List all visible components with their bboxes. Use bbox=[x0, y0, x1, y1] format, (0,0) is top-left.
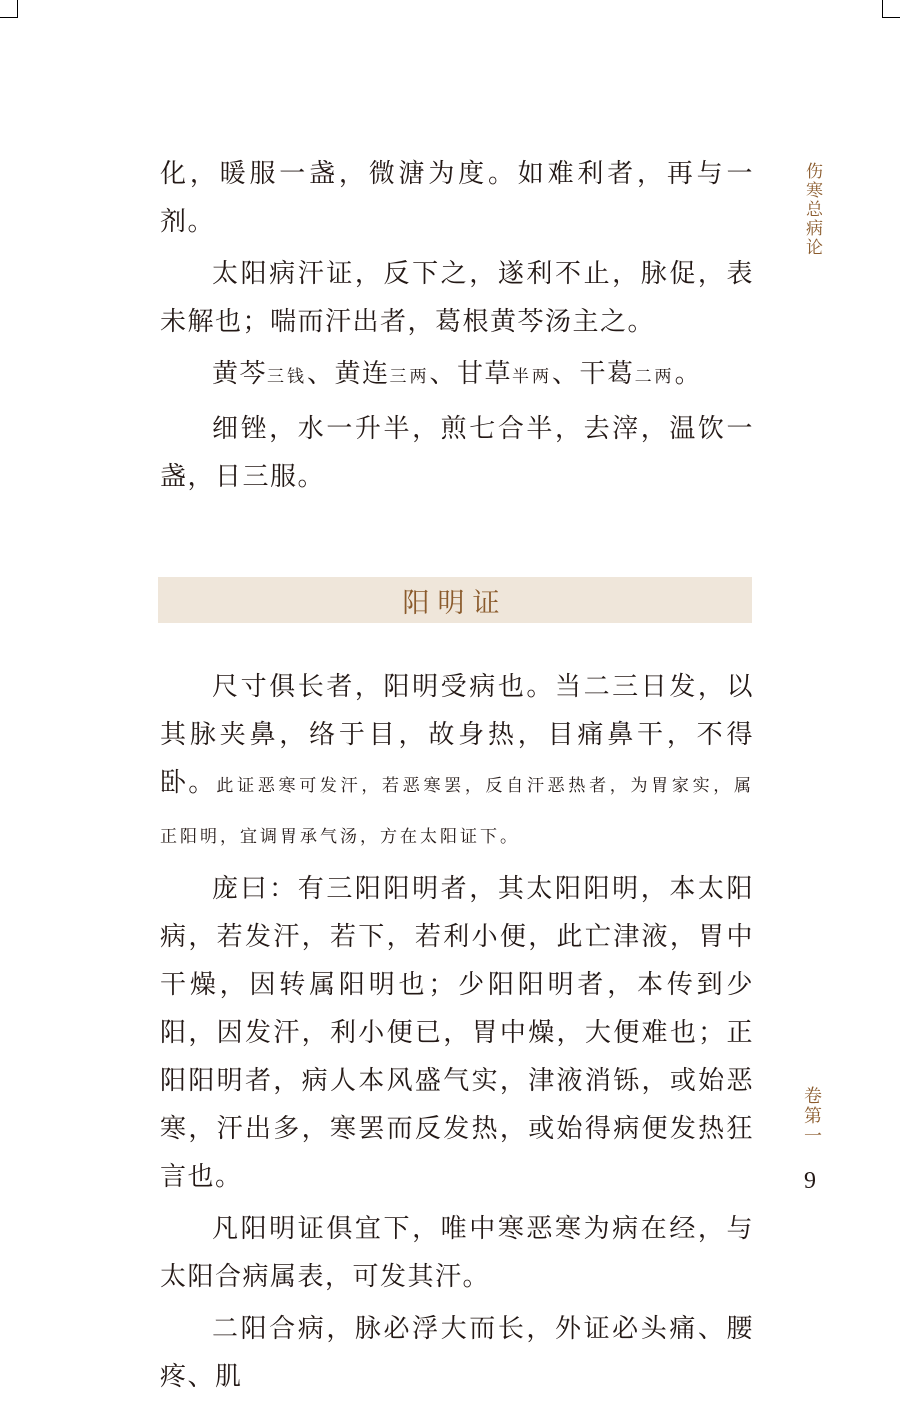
herb-name: 、黄连 bbox=[307, 359, 390, 389]
paragraph: 二阳合病，脉必浮大而长，外证必头痛、腰疼、肌 bbox=[160, 1314, 754, 1392]
herb-dose: 半两 bbox=[512, 367, 553, 387]
prescription-line bbox=[160, 350, 754, 401]
herb-dose: 三两 bbox=[389, 367, 430, 387]
paragraph: 化，暖服一盏，微溏为度。如难利者，再与一剂。 bbox=[160, 159, 754, 237]
paragraph: 庞曰：有三阳阳明者，其太阳阳明，本太阳病，若发汗，若下，若利小便，此亡津液，胃中干燥，因转属阳明也；少阳阳明者，本传到少阳，因发汗，利小便已，胃中燥，大便难也；正阳阳明者，病人本风盛气实，津液消铄，或始恶寒，汗出多，寒罢而反发热，或始得病便发热狂言也。 bbox=[160, 874, 754, 1192]
herb-dose: 三钱 bbox=[267, 367, 308, 387]
paragraph: 凡阳明证俱宜下，唯中寒恶寒为病在经，与太阳合病属表，可发其汗。 bbox=[160, 1214, 754, 1292]
crop-mark bbox=[17, 0, 18, 18]
paragraph: 细锉，水一升半，煎七合半，去滓，温饮一盏，日三服。 bbox=[160, 414, 754, 492]
main-text: 尺寸俱长者，阳明受病也。当二三日发，以其脉夹鼻，络于目，故身热，目痛鼻干，不得卧。 bbox=[160, 672, 754, 798]
page-number: 9 bbox=[804, 1168, 816, 1194]
page-body bbox=[160, 150, 754, 1405]
crop-mark bbox=[882, 17, 900, 18]
running-header-volume: 卷第一 bbox=[801, 1086, 822, 1146]
annotation: 此证恶寒可发汗，若恶寒罢，反自汗恶热者，为胃家实，属正阳明，宜调胃承气汤，方在太阳证下。 bbox=[160, 776, 754, 847]
section-heading: 阳明证 bbox=[158, 577, 752, 623]
punctuation: 。 bbox=[674, 359, 703, 389]
crop-mark bbox=[882, 0, 883, 18]
running-header-title: 伤寒总病论 bbox=[802, 162, 822, 257]
herb-dose: 二两 bbox=[634, 367, 675, 387]
paragraph bbox=[160, 663, 754, 861]
crop-mark bbox=[0, 17, 18, 18]
paragraph: 太阳病汗证，反下之，遂利不止，脉促，表未解也；喘而汗出者，葛根黄芩汤主之。 bbox=[160, 259, 754, 337]
herb-name: 黄芩 bbox=[212, 359, 268, 389]
herb-name: 、干葛 bbox=[552, 359, 635, 389]
herb-name: 、甘草 bbox=[429, 359, 513, 389]
